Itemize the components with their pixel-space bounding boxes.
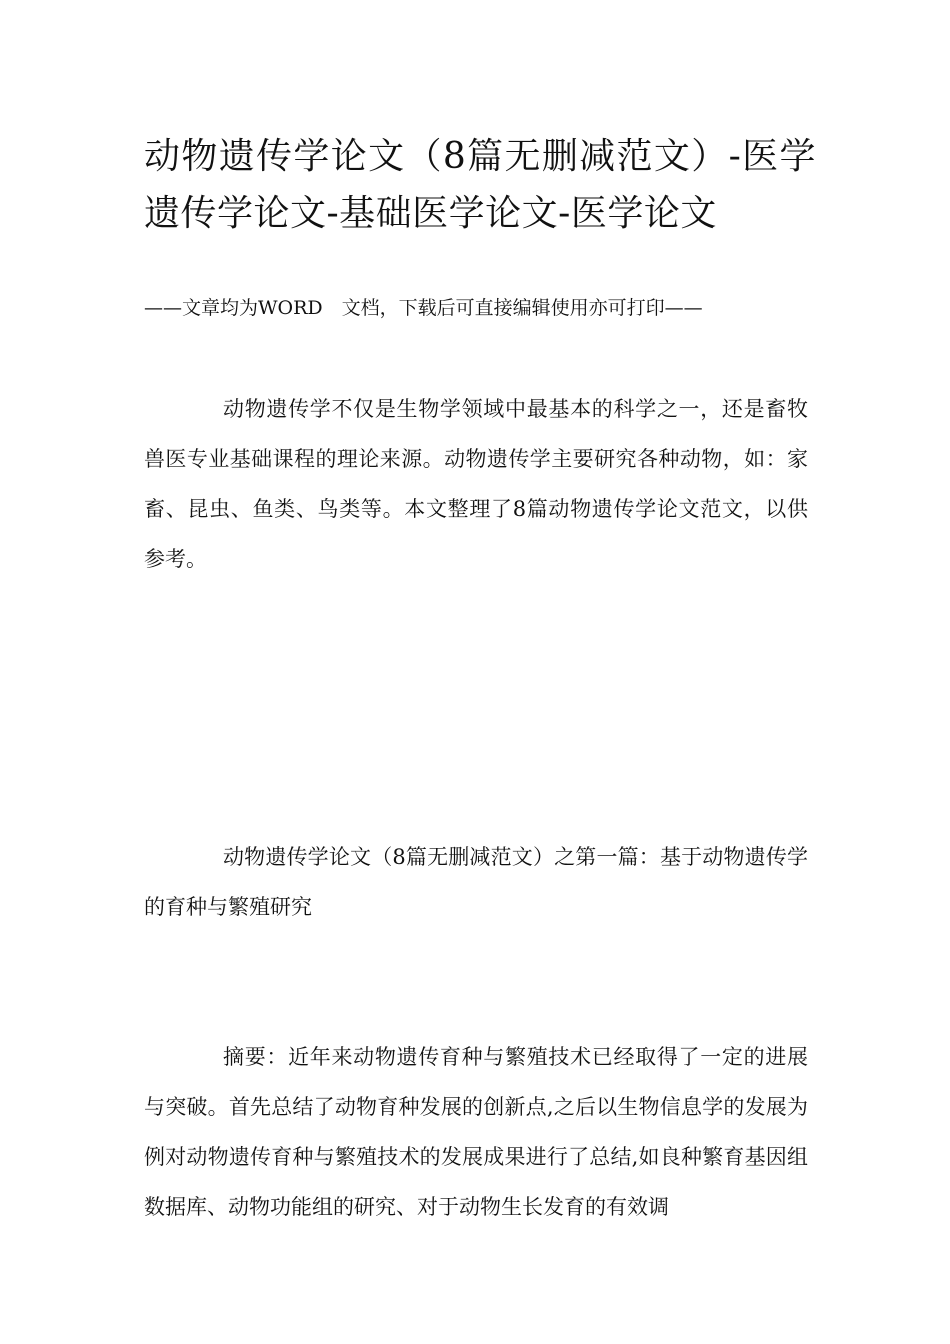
section-heading: 动物遗传学论文（8篇无删减范文）之第一篇：基于动物遗传学的育种与繁殖研究 <box>144 845 808 919</box>
document-title: 动物遗传学论文（8篇无删减范文）-医学遗传学论文-基础医学论文-医学论文 <box>144 136 816 234</box>
intro-paragraph: 动物遗传学不仅是生物学领域中最基本的科学之一，还是畜牧兽医专业基础课程的理论来源。动物遗传学主要研究各种动物，如：家畜、昆虫、鱼类、鸟类等。本文整理了8篇动物遗传学论文范文，以供参考。 <box>144 397 808 571</box>
document-subtitle: ——文章均为WORD 文档，下载后可直接编辑使用亦可打印—— <box>144 297 703 319</box>
abstract-paragraph: 摘要：近年来动物遗传育种与繁殖技术已经取得了一定的进展与突破。首先总结了动物育种发展的创新点,之后以生物信息学的发展为例对动物遗传育种与繁殖技术的发展成果进行了总结,如良种繁育基因组数据库、动物功能组的研究、对于动物生长发育的有效调 <box>144 1045 808 1219</box>
